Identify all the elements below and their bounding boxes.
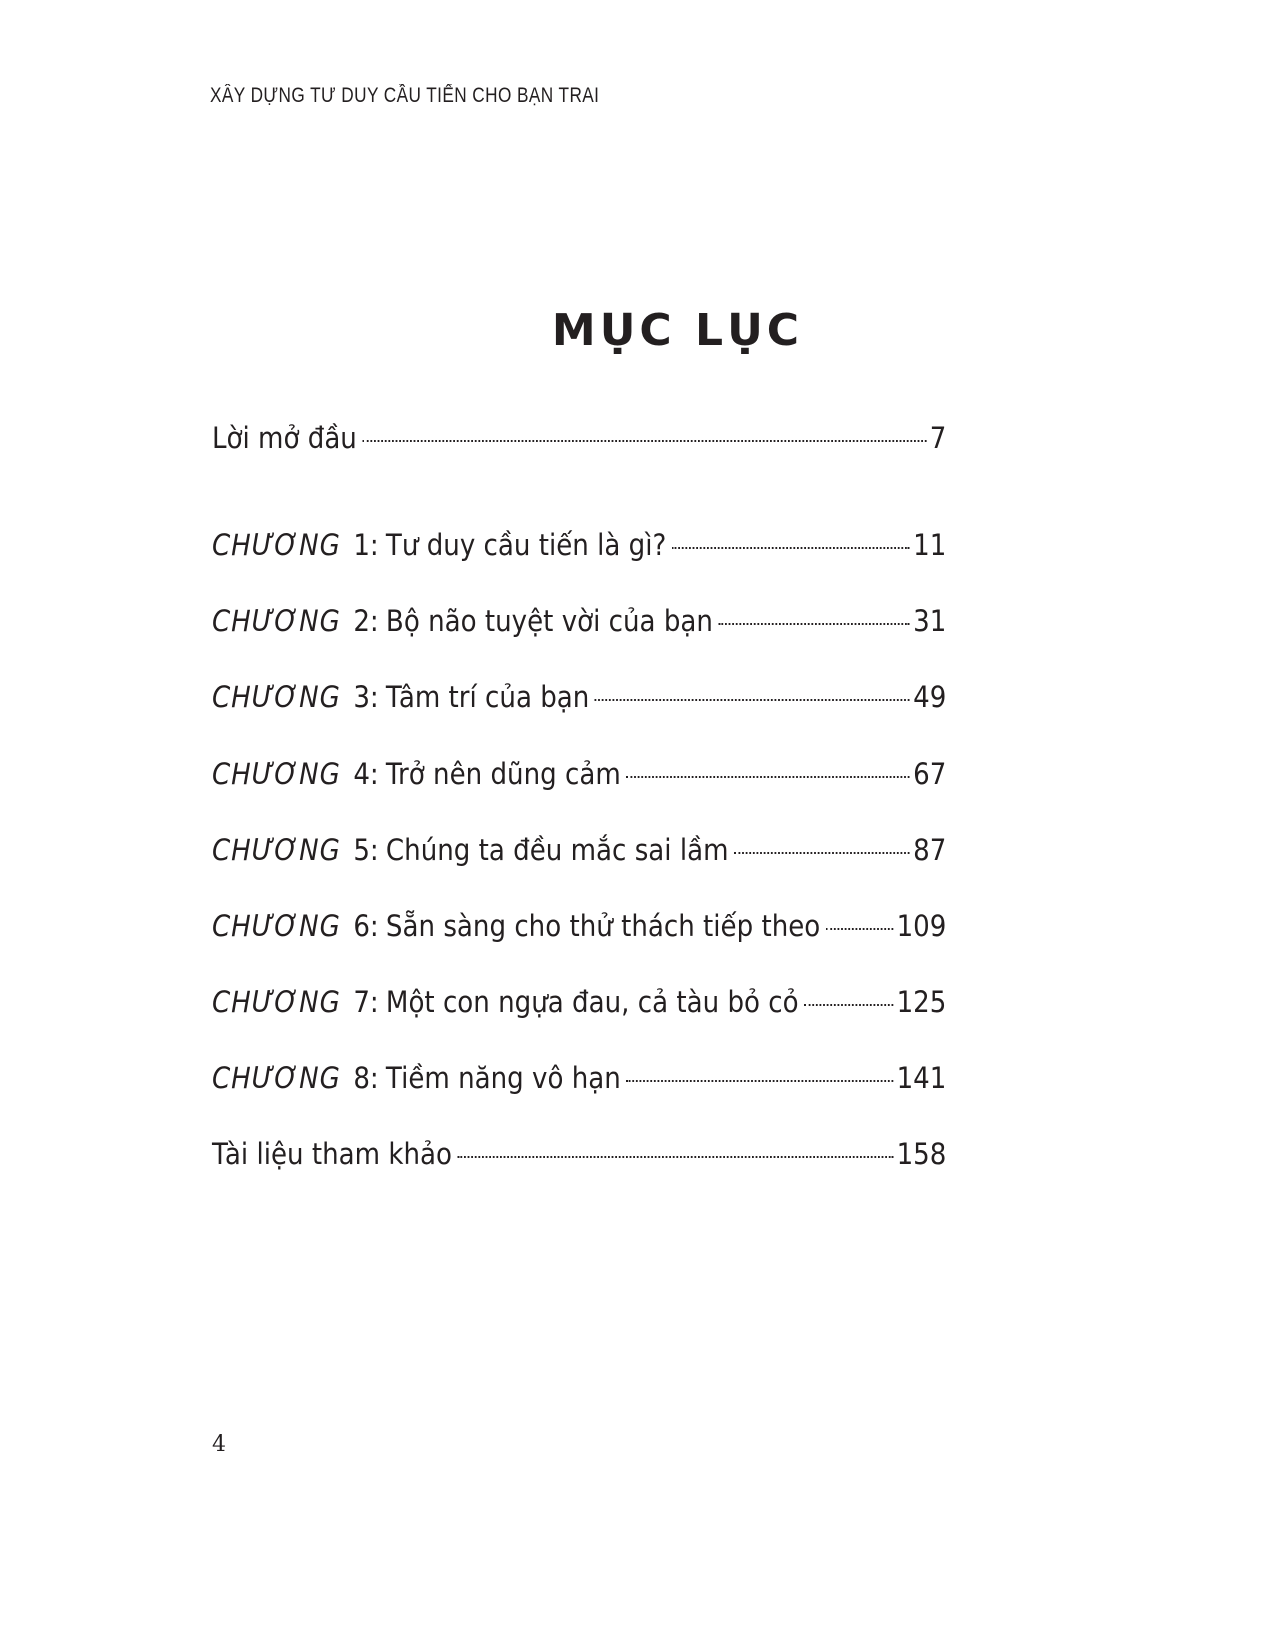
chapter-number: 2 bbox=[353, 604, 370, 638]
chapter-number: 6 bbox=[353, 909, 370, 943]
dot-leader bbox=[734, 852, 910, 854]
toc-entry-chapter-8[interactable]: CHƯƠNG 8 : Tiềm năng vô hạn 141 bbox=[212, 1058, 946, 1098]
toc-entry-chapter-2[interactable]: CHƯƠNG 2 : Bộ não tuyệt vời của bạn 31 bbox=[212, 601, 946, 641]
chapter-number: 1 bbox=[353, 528, 370, 562]
dot-leader bbox=[672, 547, 910, 549]
toc-entry-title: Trở nên dũng cảm bbox=[385, 757, 621, 791]
toc-entry-title: Sẵn sàng cho thử thách tiếp theo bbox=[385, 909, 821, 943]
toc-entry-chapter-6[interactable]: CHƯƠNG 6 : Sẵn sàng cho thử thách tiếp theo 109 bbox=[212, 906, 946, 946]
chapter-label: CHƯƠNG bbox=[212, 528, 341, 562]
dot-leader bbox=[457, 1156, 893, 1158]
chapter-number: 8 bbox=[353, 1061, 370, 1095]
dot-leader bbox=[804, 1004, 893, 1006]
chapter-label: CHƯƠNG bbox=[212, 680, 341, 714]
page-title: MỤC LỤC bbox=[551, 305, 804, 356]
toc-entry-title: Lời mở đầu bbox=[212, 421, 357, 455]
chapter-number: 7 bbox=[353, 985, 370, 1019]
dot-leader bbox=[826, 928, 893, 930]
toc-entry-title: Tư duy cầu tiến là gì? bbox=[385, 528, 667, 562]
dot-leader bbox=[362, 440, 926, 442]
chapter-label: CHƯƠNG bbox=[212, 1061, 341, 1095]
toc-entry-chapter-5[interactable]: CHƯƠNG 5 : Chúng ta đều mắc sai lầm 87 bbox=[212, 830, 946, 870]
chapter-label: CHƯƠNG bbox=[212, 604, 341, 638]
toc-entry-preface[interactable] bbox=[212, 418, 946, 458]
chapter-number: 5 bbox=[353, 833, 370, 867]
toc-entry-title: Tài liệu tham khảo bbox=[212, 1137, 452, 1171]
toc-entry-references[interactable] bbox=[212, 1134, 946, 1174]
running-header: XÂY DỰNG TƯ DUY CẦU TIẾN CHO BẠN TRAI bbox=[210, 84, 600, 107]
chapter-label: CHƯƠNG bbox=[212, 985, 341, 1019]
toc-entry-chapter-1[interactable]: CHƯƠNG 1 : Tư duy cầu tiến là gì? 11 bbox=[212, 525, 946, 565]
chapter-number: 3 bbox=[353, 680, 370, 714]
toc-page-number: 125 bbox=[896, 985, 947, 1019]
toc-page-number: 109 bbox=[896, 909, 947, 943]
toc-entry-chapter-4[interactable]: CHƯƠNG 4 : Trở nên dũng cảm 67 bbox=[212, 754, 946, 794]
dot-leader bbox=[595, 699, 910, 701]
toc-entry-title: Tiềm năng vô hạn bbox=[385, 1061, 621, 1095]
chapter-number: 4 bbox=[353, 757, 370, 791]
page-number: 4 bbox=[212, 1432, 226, 1457]
dot-leader bbox=[626, 776, 909, 778]
toc-entry-title: Tâm trí của bạn bbox=[385, 680, 590, 714]
toc-page-number: 7 bbox=[929, 421, 947, 455]
toc-page-number: 158 bbox=[896, 1137, 947, 1171]
toc-page-number: 31 bbox=[913, 604, 947, 638]
dot-leader bbox=[626, 1080, 893, 1082]
toc-entry-title: Một con ngựa đau, cả tàu bỏ cỏ bbox=[385, 985, 799, 1019]
toc-page-number: 11 bbox=[913, 528, 947, 562]
dot-leader bbox=[718, 623, 909, 625]
toc-page-number: 49 bbox=[913, 680, 947, 714]
chapter-label: CHƯƠNG bbox=[212, 909, 341, 943]
toc-page-number: 87 bbox=[913, 833, 947, 867]
toc-entry-title: Bộ não tuyệt vời của bạn bbox=[385, 604, 713, 638]
toc-page-number: 67 bbox=[913, 757, 947, 791]
toc-entry-chapter-3[interactable]: CHƯƠNG 3 : Tâm trí của bạn 49 bbox=[212, 677, 946, 717]
toc-entry-title: Chúng ta đều mắc sai lầm bbox=[385, 833, 729, 867]
chapter-label: CHƯƠNG bbox=[212, 757, 341, 791]
toc-entry-chapter-7[interactable]: CHƯƠNG 7 : Một con ngựa đau, cả tàu bỏ cỏ 125 bbox=[212, 982, 946, 1022]
chapter-label: CHƯƠNG bbox=[212, 833, 341, 867]
toc-page-number: 141 bbox=[896, 1061, 947, 1095]
